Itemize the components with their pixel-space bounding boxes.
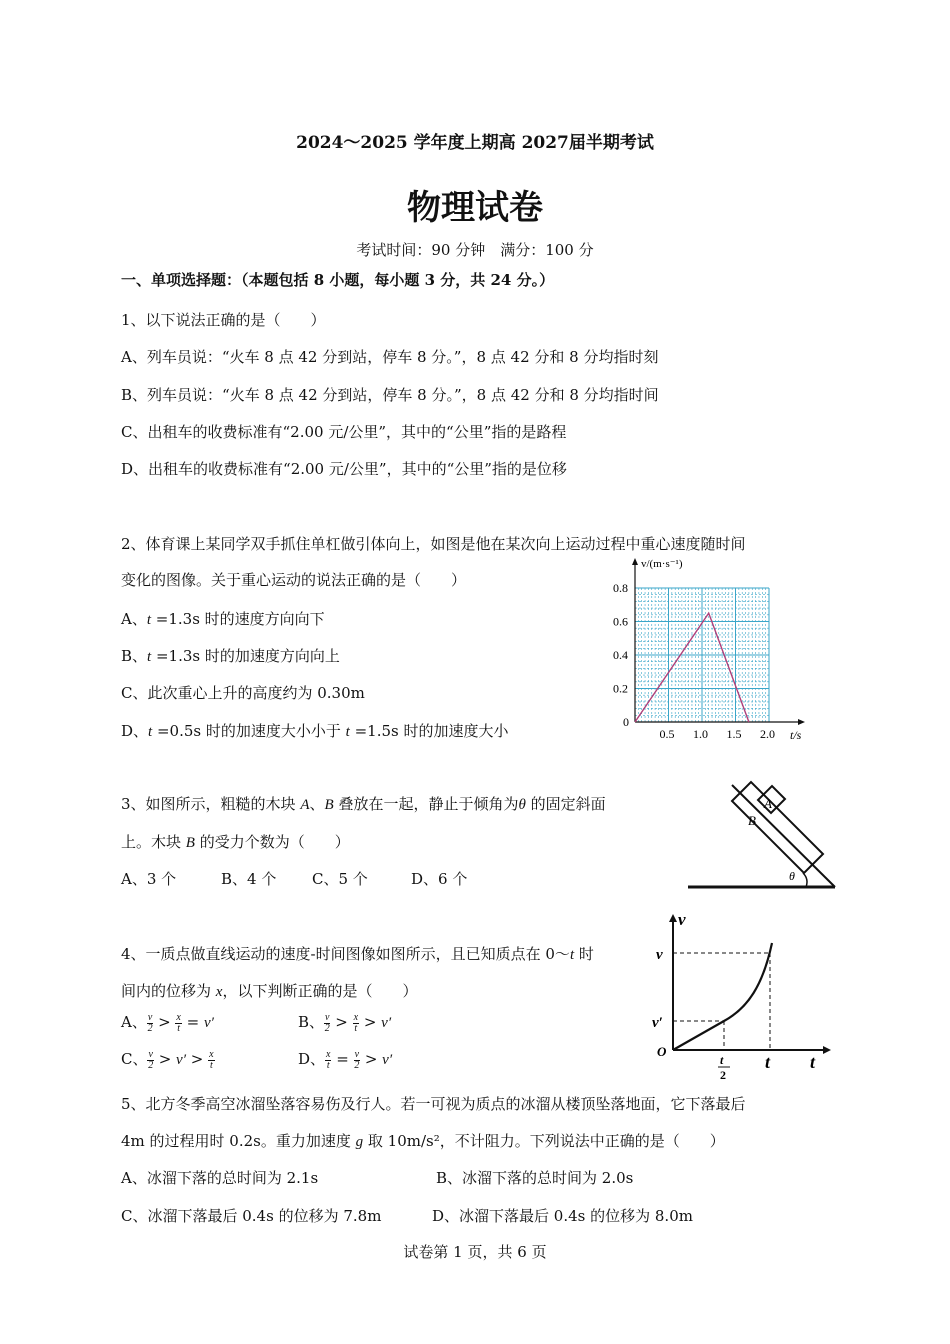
q4-option-d: D、 $\frac{x}{t}$ = $\frac{v}{2}$ > v′ — [298, 1048, 393, 1071]
q4-option-c: C、 $\frac{v}{2}$ > v′ > $\frac{x}{t}$ — [121, 1048, 214, 1071]
q3-option-c: C、5 个 — [312, 870, 368, 888]
origin-label: 0 — [623, 715, 629, 729]
q5-stem-1: 5、北方冬季高空冰溜坠落容易伤及行人。若一可视为质点的冰溜从楼顶坠落地面，它下落最后 — [121, 1095, 746, 1113]
q5-option-c: C、冰溜下落最后 0.4s 的位移为 7.8m — [121, 1207, 382, 1225]
q3-option-d: D、6 个 — [411, 870, 468, 888]
q1-stem: 1、以下说法正确的是（ ） — [121, 311, 326, 329]
theta-label: θ — [789, 869, 795, 883]
v-prime-label: v′ — [652, 1015, 663, 1031]
x-axis-label: t/s — [790, 728, 802, 742]
half-t-den: 2 — [720, 1068, 726, 1082]
y-tick-label: 0.2 — [613, 681, 628, 696]
q2-option-c: C、此次重心上升的高度约为 0.30m — [121, 684, 365, 702]
v-axis-label: v — [678, 910, 686, 929]
q3-option-a: A、3 个 — [121, 870, 177, 888]
q2-option-b: B、t =1.3s 时的加速度方向向上 — [121, 647, 340, 665]
q1-option-d: D、出租车的收费标准有“2.00 元/公里”，其中的“公里”指的是位移 — [121, 460, 567, 478]
q1-option-b: B、列车员说：“火车 8 点 42 分到站，停车 8 分。”，8 点 42 分和 8 分均指时间 — [121, 386, 659, 404]
v-tick-label: v — [656, 947, 663, 963]
exam-info: 考试时间：90 分钟 满分：100 分 — [356, 241, 594, 259]
q1-option-c: C、出租车的收费标准有“2.00 元/公里”，其中的“公里”指的是路程 — [121, 423, 567, 441]
section-heading: 一、单项选择题：（本题包括 8 小题，每小题 3 分，共 24 分。） — [121, 271, 555, 289]
q4-stem-1: 4、一质点做直线运动的速度-时间图像如图所示，且已知质点在 0～t 时 — [121, 945, 594, 963]
q5-stem-2: 4m 的过程用时 0.2s。重力加速度 g 取 10m/s²，不计阻力。下列说法中正确的是（ ） — [121, 1132, 725, 1150]
q5-option-a: A、冰溜下落的总时间为 2.1s — [121, 1169, 319, 1187]
q2-stem-1: 2、体育课上某同学双手抓住单杠做引体向上，如图是他在某次向上运动过程中重心速度随时间 — [121, 535, 746, 553]
origin-label: O — [657, 1044, 667, 1059]
x-tick-label: 0.5 — [659, 727, 675, 741]
incline-blocks-figure — [680, 780, 840, 890]
velocity-time-chart — [600, 555, 820, 745]
q2-option-d: D、t =0.5s 时的加速度大小小于 t =1.5s 时的加速度大小 — [121, 722, 509, 740]
q4-stem-2: 间内的位移为 x，以下判断正确的是（ ） — [121, 982, 418, 1000]
page-footer: 试卷第 1 页，共 6 页 — [403, 1243, 547, 1261]
q5-option-b: B、冰溜下落的总时间为 2.0s — [436, 1169, 634, 1187]
q3-option-b: B、4 个 — [221, 870, 277, 888]
block-a-label: A — [764, 796, 772, 811]
x-axis-arrow — [798, 719, 805, 725]
t-tick-label: t — [765, 1052, 771, 1072]
x-tick-label: 1.5 — [726, 727, 742, 741]
half-t-num: t — [720, 1053, 724, 1067]
y-axis-label: v/(m·s⁻¹) — [641, 558, 683, 570]
q2-stem-2: 变化的图像。关于重心运动的说法正确的是（ ） — [121, 571, 467, 589]
y-tick-label: 0.8 — [613, 581, 628, 595]
x-tick-label: 2.0 — [760, 727, 775, 741]
q4-option-b: B、 $\frac{v}{2}$ > $\frac{x}{t}$ > v′ — [298, 1011, 392, 1034]
exam-subtitle: 2024～2025 学年度上期高 2027届半期考试 — [296, 133, 654, 153]
q3-stem-1: 3、如图所示，粗糙的木块 A、B 叠放在一起，静止于倾角为θ 的固定斜面 — [121, 795, 606, 813]
y-axis-arrow — [632, 558, 638, 565]
t-axis-label: t — [810, 1052, 816, 1072]
block-b-label: B — [748, 813, 756, 828]
q5-option-d: D、冰溜下落最后 0.4s 的位移为 8.0m — [432, 1207, 693, 1225]
q4-option-a: A、 $\frac{v}{2}$ > $\frac{x}{t}$ = v′ — [121, 1011, 214, 1034]
q2-option-a: A、t =1.3s 时的速度方向向下 — [121, 610, 325, 628]
q3-stem-2: 上。木块 B 的受力个数为（ ） — [121, 833, 350, 851]
x-tick-label: 1.0 — [693, 727, 708, 741]
q1-option-a: A、列车员说：“火车 8 点 42 分到站，停车 8 分。”，8 点 42 分和 8 分均指时刻 — [121, 348, 659, 366]
y-tick-label: 0.4 — [613, 648, 628, 662]
page-title: 物理试卷 — [407, 188, 543, 228]
v-t-curve-figure — [648, 905, 828, 1085]
y-tick-label: 0.6 — [613, 614, 628, 629]
